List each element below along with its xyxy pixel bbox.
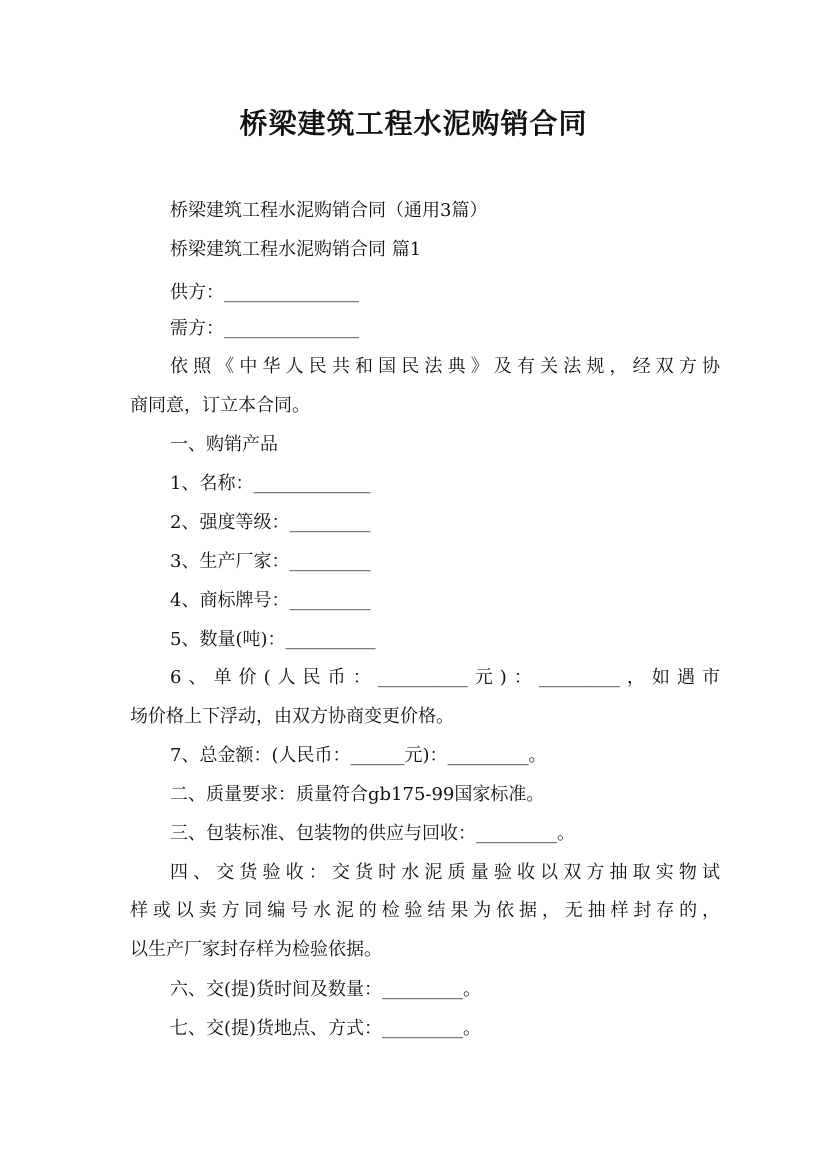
section-delivery-place: 七、交(提)货地点、方式：_________。 <box>170 1018 482 1039</box>
contract-part-heading: 桥梁建筑工程水泥购销合同 篇1 <box>170 239 422 260</box>
document-title: 桥梁建筑工程水泥购销合同 <box>239 107 588 140</box>
item-name: 1、名称：_____________ <box>170 473 371 494</box>
item-unit-price-line-1: 6、单价(人民币：__________元)：_________，如遇市 <box>170 667 720 688</box>
section-acceptance-line-2: 样或以卖方同编号水泥的检验结果为依据，无抽样封存的， <box>130 900 720 921</box>
section-packaging: 三、包装标准、包装物的供应与回收：_________。 <box>170 823 575 844</box>
section-quality: 二、质量要求：质量符合gb175-99国家标准。 <box>170 784 545 805</box>
item-quantity: 5、数量(吨)：__________ <box>170 629 376 650</box>
preamble-line-2: 商同意，订立本合同。 <box>130 395 310 416</box>
item-manufacturer: 3、生产厂家：_________ <box>170 551 371 572</box>
item-strength-grade: 2、强度等级：_________ <box>170 512 371 533</box>
contract-subtitle: 桥梁建筑工程水泥购销合同（通用3篇） <box>170 200 488 221</box>
section-acceptance-line-3: 以生产厂家封存样为检验依据。 <box>130 939 382 960</box>
item-brand: 4、商标牌号：_________ <box>170 590 371 611</box>
buyer-line: 需方：_______________ <box>170 318 359 339</box>
section-delivery-time: 六、交(提)货时间及数量：_________。 <box>170 979 482 1000</box>
preamble-line-1: 依照《中华人民共和国民法典》及有关法规，经双方协 <box>170 356 720 377</box>
section-heading-products: 一、购销产品 <box>170 434 278 455</box>
section-acceptance-line-1: 四、交货验收：交货时水泥质量验收以双方抽取实物试 <box>170 862 720 883</box>
item-unit-price-line-2: 场价格上下浮动，由双方协商变更价格。 <box>130 706 454 727</box>
supplier-line: 供方：_______________ <box>170 282 359 303</box>
item-total-amount: 7、总金额：(人民币：______元)：_________。 <box>170 745 547 766</box>
